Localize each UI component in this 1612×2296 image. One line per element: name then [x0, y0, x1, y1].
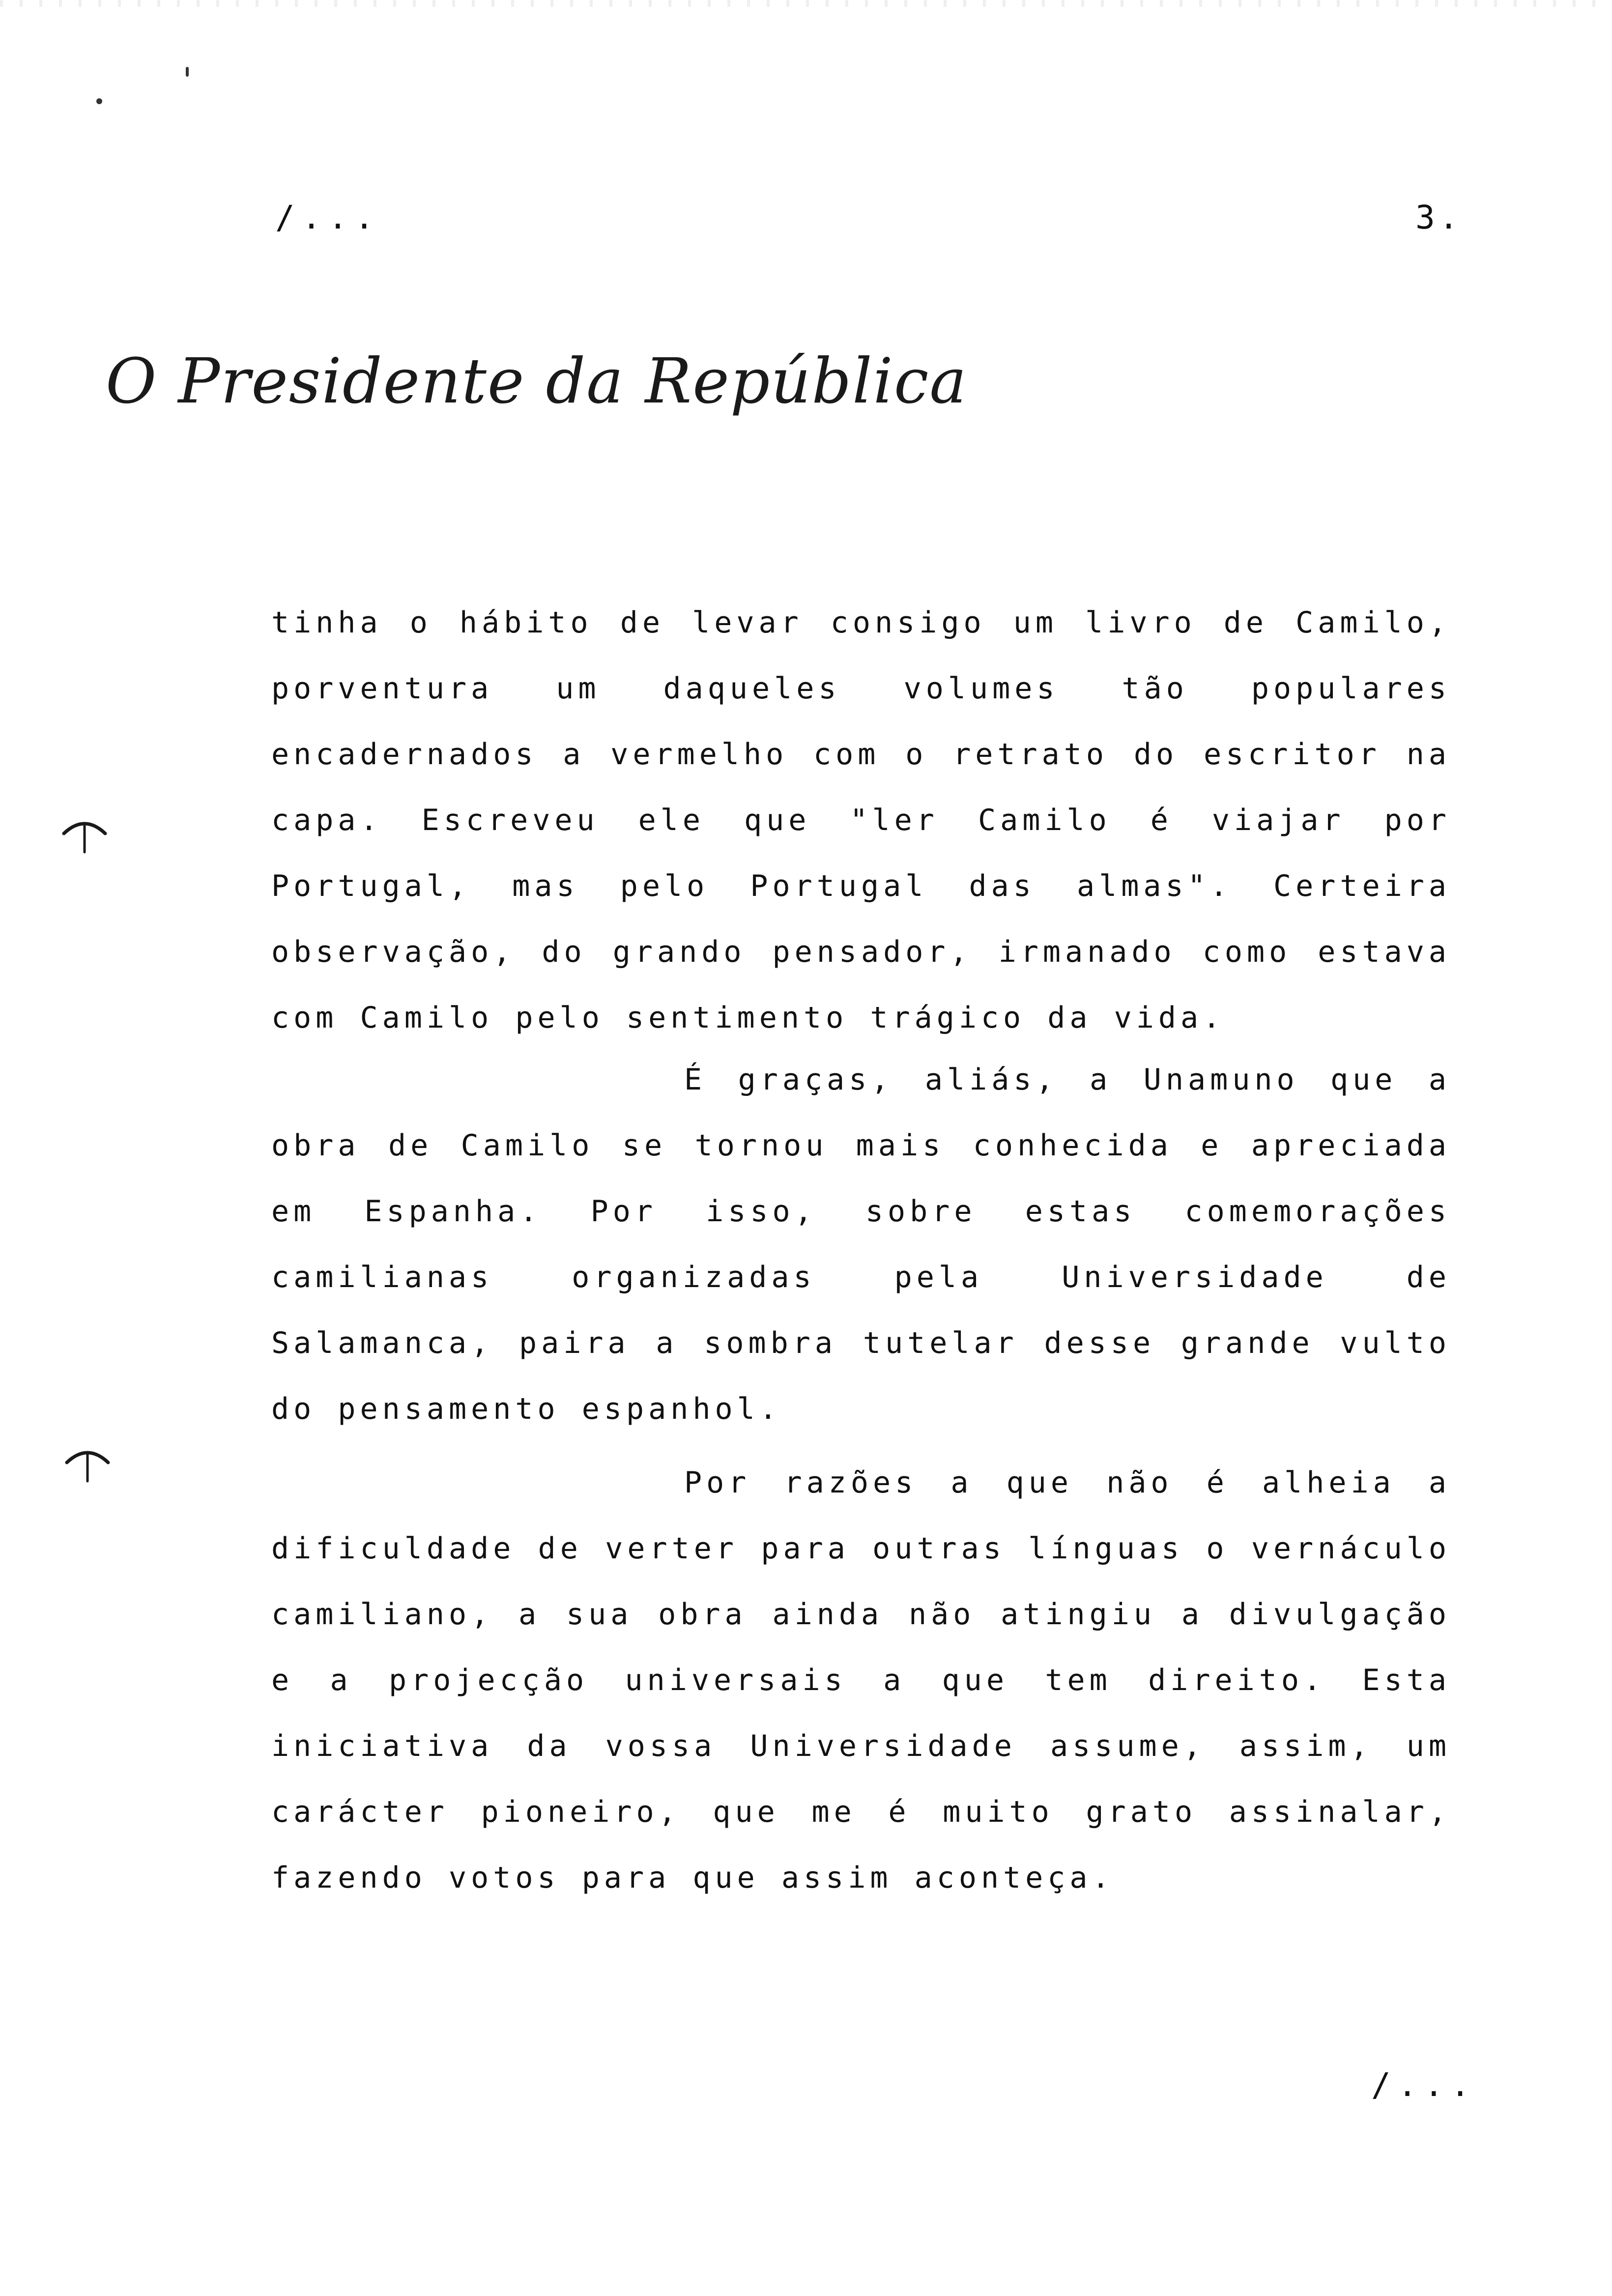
scan-speck	[96, 98, 102, 104]
paragraph-3: Por razões a que não é alheia a dificuldade de verter para outras línguas o vernáculo camiliano, a sua obra ainda não atingiu a divulgação e a projecção universais a que tem direito. Esta iniciativa da vossa Universidade assume, assim, um carácter pioneiro, que me é muito grato assinalar, fazendo votos para que assim aconteça.	[271, 1465, 1451, 1895]
paragraph-1: tinha o hábito de levar consigo um livro de Camilo, porventura um daqueles volumes tão populares encadernados a vermelho com o retrato do escritor na capa. Escreveu ele que "ler Camilo é viajar por Portugal, mas pelo Portugal das almas". Certeira observação, do grando pensador, irmanado como estava com Camilo pelo sentimento trágico da vida.	[271, 605, 1451, 1035]
paragraph-2: É graças, aliás, a Unamuno que a obra de Camilo se tornou mais conhecida e apreciada em Espanha. Por isso, sobre estas comemorações camilianas organizadas pela Universidade de Salamanca, paira a sombra tutelar desse grande vulto do pensamento espanhol.	[271, 1062, 1451, 1426]
page-number: 3.	[1415, 199, 1463, 236]
binder-hole-mark-icon	[63, 1445, 112, 1484]
binder-hole-mark-icon	[60, 816, 109, 855]
header-continuation-mark: /...	[275, 199, 381, 236]
scan-speck	[186, 67, 189, 77]
letterhead-signature-script: O Presidente da República	[106, 345, 968, 417]
scan-streak	[0, 0, 1612, 7]
footer-continuation-mark: /...	[1371, 2066, 1477, 2104]
